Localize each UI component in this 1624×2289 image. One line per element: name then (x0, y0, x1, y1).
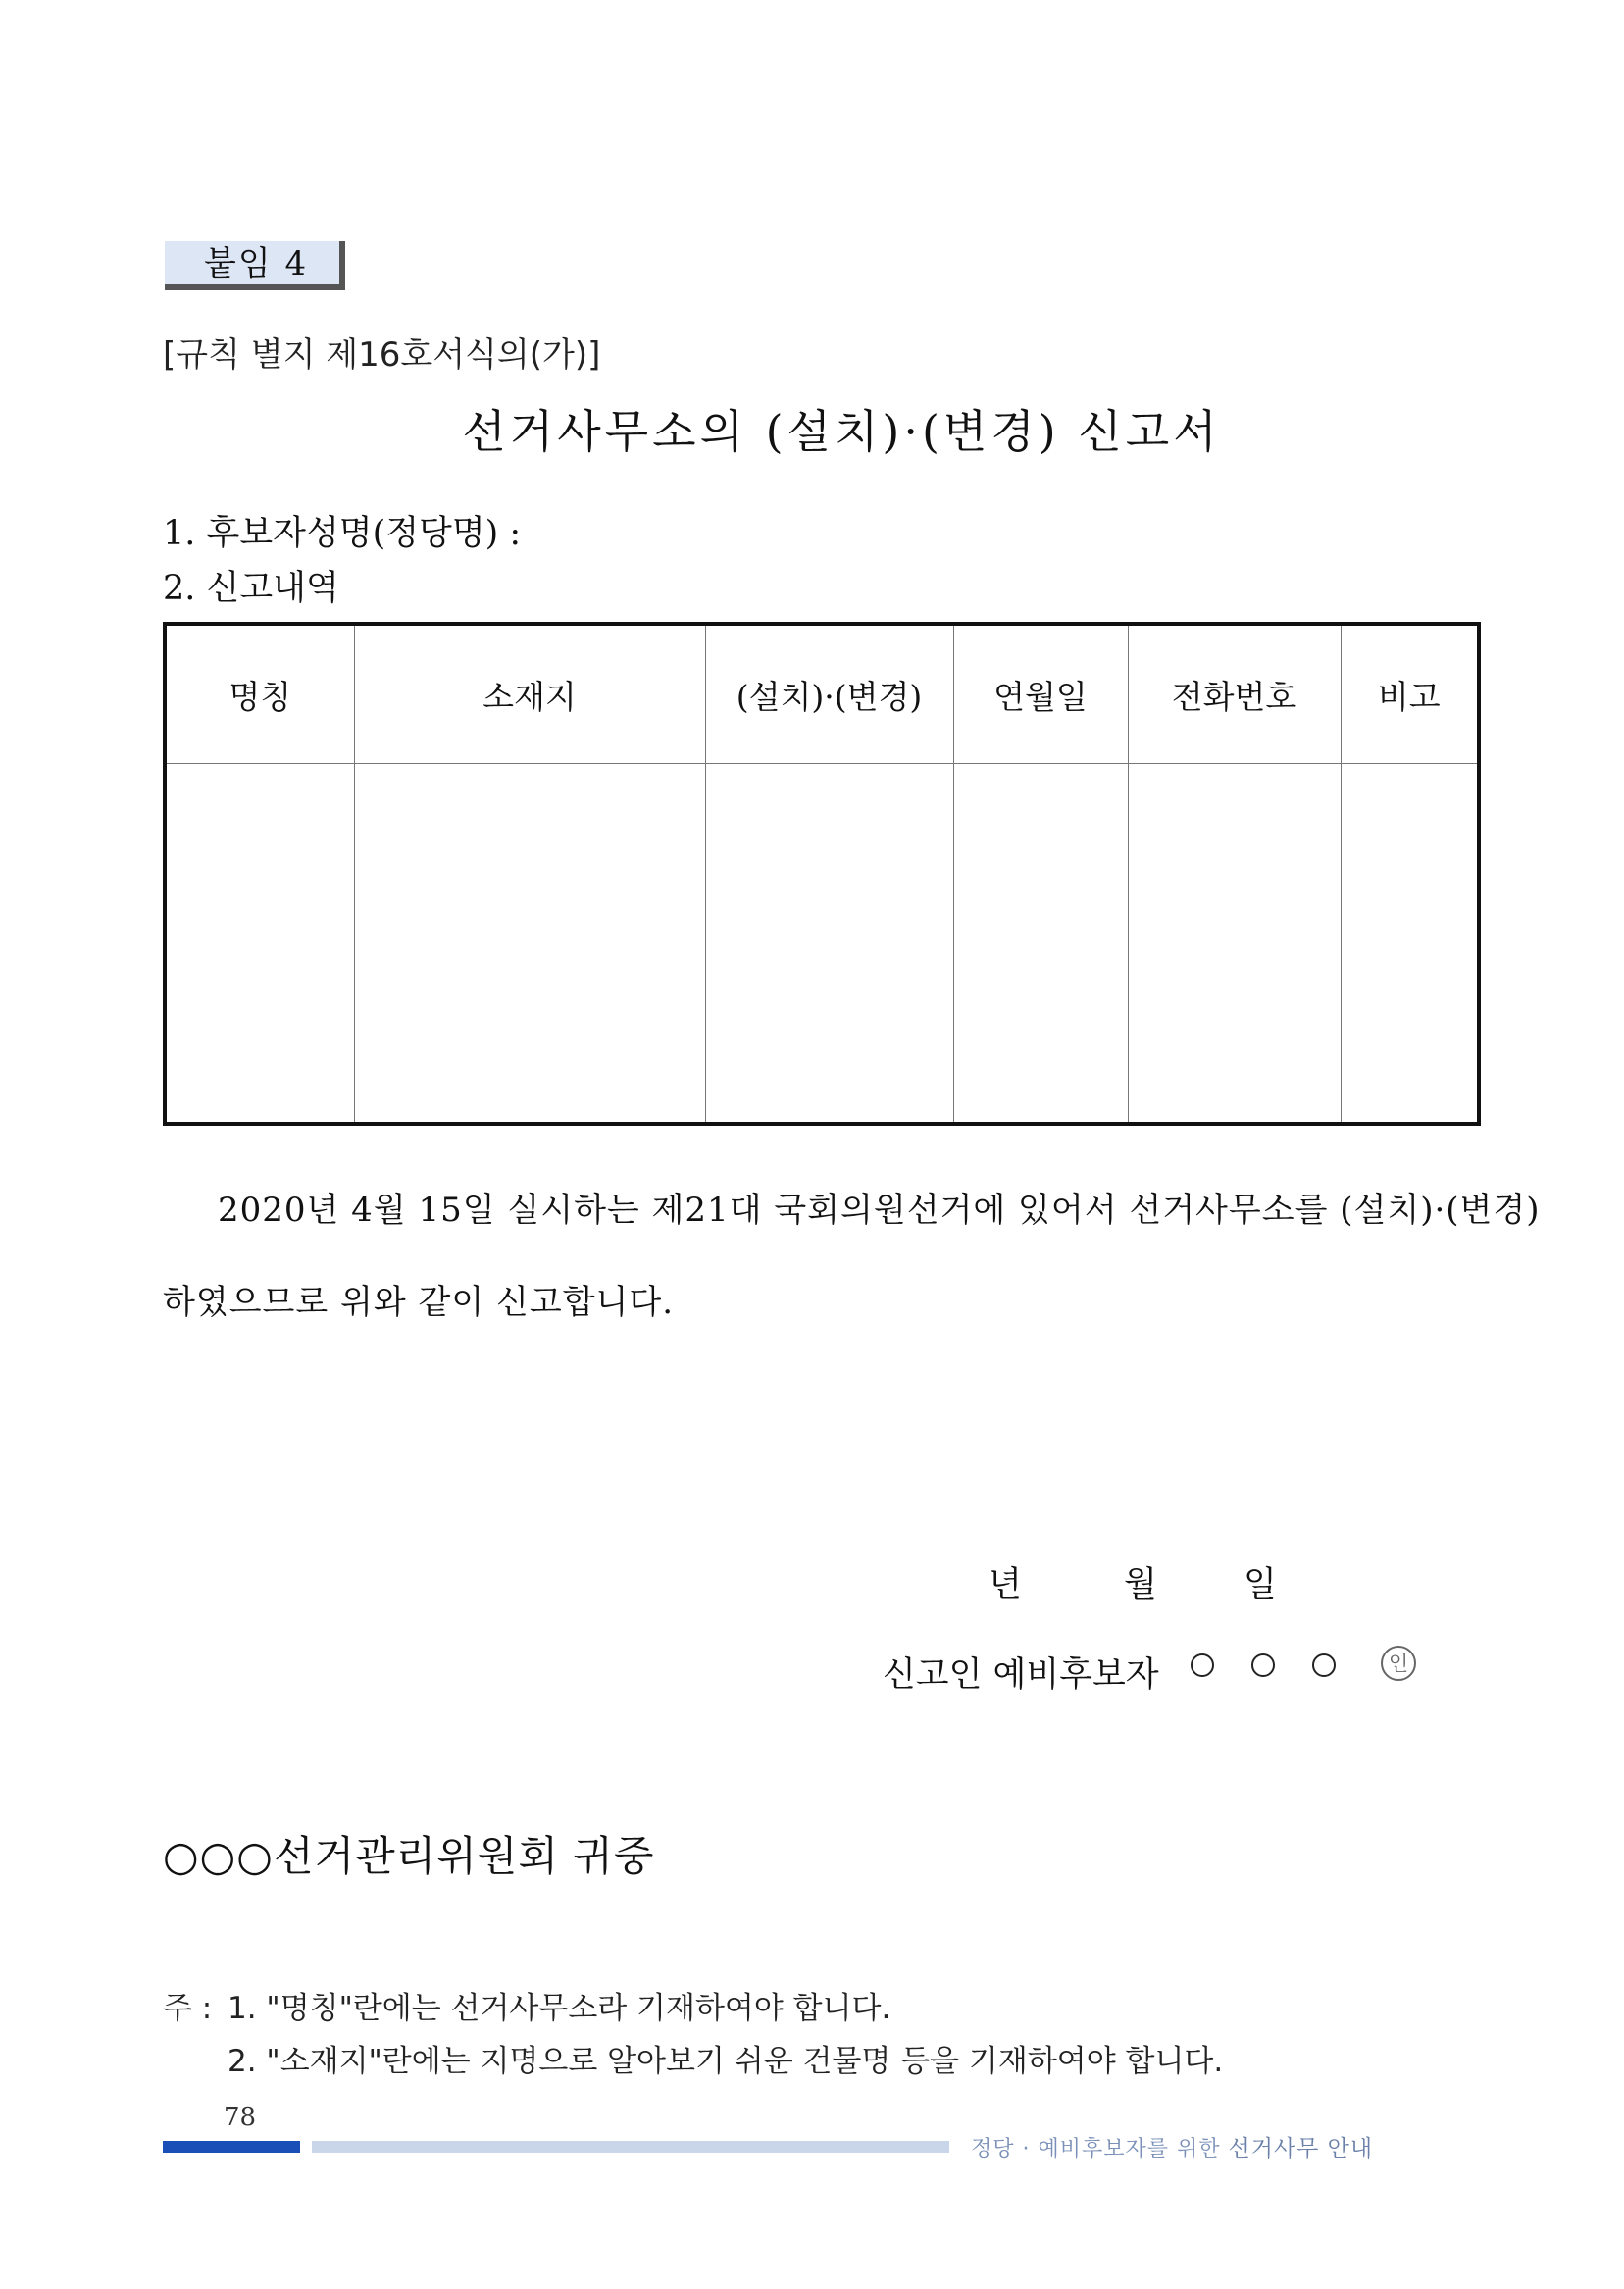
footer-title-prefix: 정당 · 예비후보자를 위한 (971, 2137, 1221, 2162)
statement-line-1: 2020년 4월 15일 실시하는 제21대 국회의원선거에 있어서 선거사무소를 (설치)·(변경) (218, 1191, 1541, 1230)
cell-date[interactable] (953, 764, 1128, 1125)
rule-reference: [규칙 별지 제16호서식의(가)] (163, 335, 601, 375)
name-placeholder-circle-icon (1312, 1653, 1336, 1677)
attachment-tag: 붙임 4 (165, 241, 345, 290)
addressee: ○○○선거관리위원회 귀중 (163, 1832, 655, 1880)
header-name: 명칭 (165, 624, 354, 764)
header-install-change: (설치)·(변경) (705, 624, 953, 764)
footer-title-main: 선거사무 안내 (1228, 2136, 1374, 2162)
name-placeholder-circle-icon (1251, 1653, 1275, 1677)
footer-light-bar (312, 2141, 949, 2153)
cell-install-change[interactable] (705, 764, 953, 1125)
note-item-1: 1. "명칭"란에는 선거사무소라 기재하여야 합니다. (228, 1991, 891, 2026)
reporter-label: 신고인 예비후보자 (883, 1655, 1159, 1695)
table-header-row (165, 624, 1479, 764)
report-details-table (163, 622, 1481, 1126)
header-remarks: 비고 (1341, 624, 1479, 764)
header-location: 소재지 (354, 624, 705, 764)
report-details-heading: 2. 신고내역 (163, 569, 339, 608)
cell-location[interactable] (354, 764, 705, 1125)
date-month-label: 월 (1124, 1565, 1157, 1604)
seal-icon: 인 (1381, 1646, 1416, 1681)
candidate-name-line: 1. 후보자성명(정당명) : (163, 514, 522, 553)
statement-line-2: 하였으므로 위와 같이 신고합니다. (163, 1283, 675, 1322)
form-title: 선거사무소의 (설치)·(변경) 신고서 (462, 405, 1221, 458)
cell-name[interactable] (165, 764, 354, 1125)
notes-label: 주 : (163, 1991, 213, 2026)
header-phone: 전화번호 (1128, 624, 1341, 764)
table-row (165, 764, 1479, 1125)
footer-accent-bar (163, 2141, 300, 2153)
date-year-label: 년 (989, 1565, 1022, 1604)
date-day-label: 일 (1243, 1565, 1277, 1604)
note-item-2: 2. "소재지"란에는 지명으로 알아보기 쉬운 건물명 등을 기재하여야 합니다. (228, 2044, 1224, 2079)
footer-title (971, 2130, 1373, 2162)
name-placeholder-circle-icon (1191, 1653, 1214, 1677)
header-date: 연월일 (953, 624, 1128, 764)
cell-remarks[interactable] (1341, 764, 1479, 1125)
cell-phone[interactable] (1128, 764, 1341, 1125)
page-number: 78 (224, 2103, 257, 2132)
